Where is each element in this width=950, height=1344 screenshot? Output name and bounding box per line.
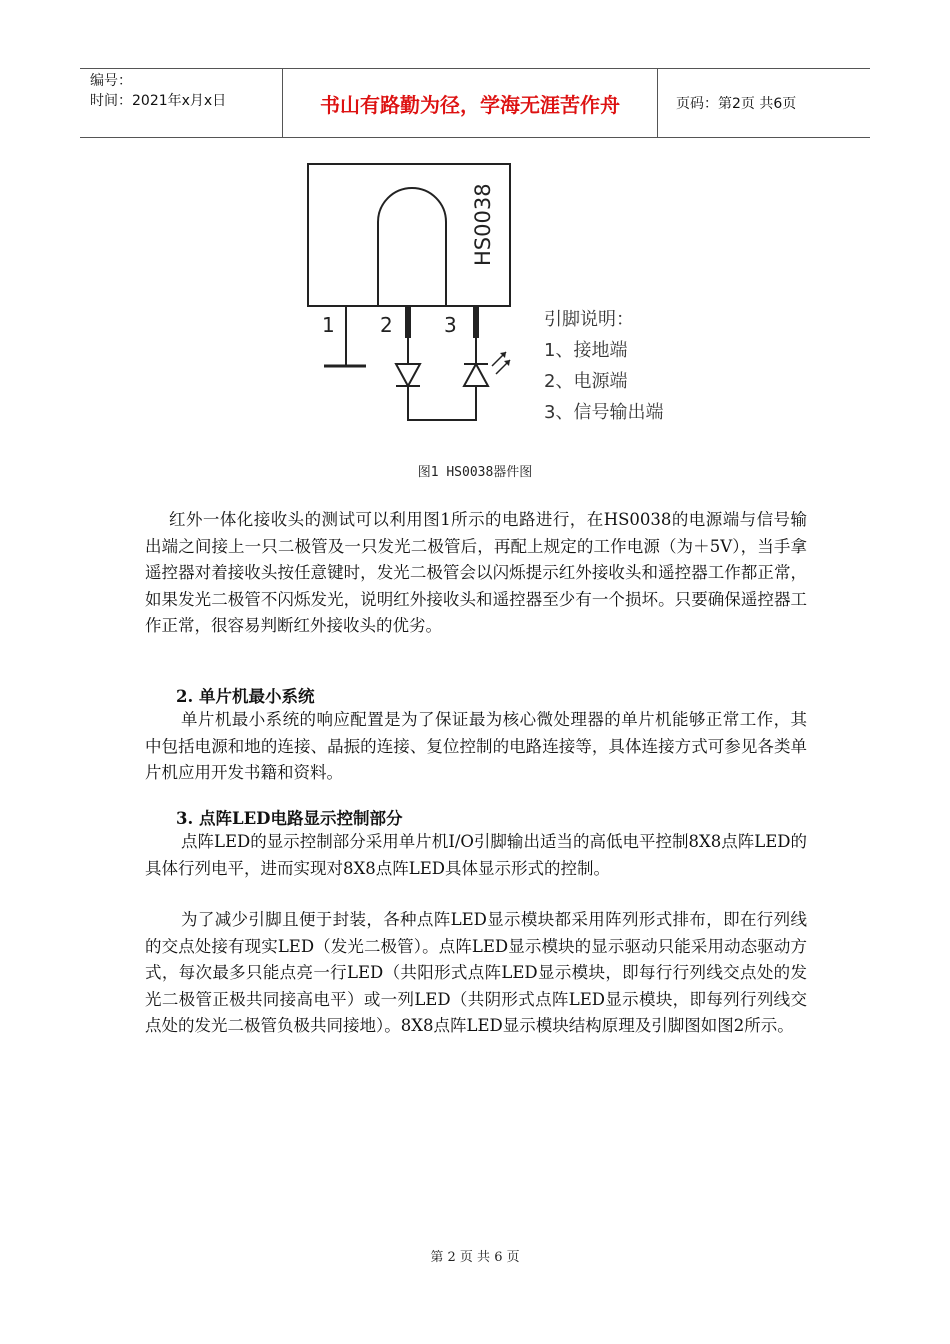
figure-caption: 图1 HS0038器件图 bbox=[417, 465, 533, 480]
legend-item-1: 1、接地端 bbox=[544, 340, 628, 361]
document-header bbox=[80, 68, 870, 138]
hs0038-diagram bbox=[300, 160, 710, 450]
page-footer: 第 2 页 共 6 页 bbox=[430, 1250, 520, 1265]
paragraph-min-system: 单片机最小系统的响应配置是为了保证最为核心微处理器的单片机能够正常工作，其中包括电源和地的连接、晶振的连接、复位控制的电路连接等，具体连接方式可参见各类单片机应用开发书籍和资料。 bbox=[145, 710, 807, 782]
heading-led-control: 3. 点阵LED电路显示控制部分 bbox=[176, 809, 403, 828]
paragraph-led-matrix: 为了减少引脚且便于封装，各种点阵LED显示模块都采用阵列形式排布，即在行列线的交点处接有现实LED（发光二极管）。点阵LED显示模块的显示驱动只能采用动态驱动方式，每次最多只能点亮一行LED（共阳形式点阵LED显示模块，即每行行列线交点处的发光二极管正极共同接高电平）或一列LED（共阴形式点阵LED显示模块，即每列行列线交点处的发光二极管负极共同接地）。8X8点阵LED显示模块结构原理及引脚图如图2所示。 bbox=[145, 910, 807, 1035]
paragraph-ir-receiver-test: 红外一体化接收头的测试可以利用图1所示的电路进行，在HS0038的电源端与信号输出端之间接上一只二极管及一只发光二极管后，再配上规定的工作电源（为＋5V），当手拿遥控器对着接收头按任意键时，发光二极管会以闪烁提示红外接收头和遥控器工作都正常，如果发光二极管不闪烁发光，说明红外接收头和遥控器至少有一个损坏。只要确保遥控器工作正常，很容易判断红外接收头的优劣。 bbox=[145, 510, 807, 635]
legend-item-2: 2、电源端 bbox=[544, 371, 628, 392]
device-label: HS0038 bbox=[471, 183, 495, 266]
page-info-text: 页码：第2页 共6页 bbox=[676, 96, 797, 112]
legend-title: 引脚说明： bbox=[544, 309, 634, 330]
header-page-info bbox=[666, 69, 870, 137]
pin-number-2: 2 bbox=[380, 313, 393, 337]
pin-number-3: 3 bbox=[444, 313, 457, 337]
header-motto: 书山有路勤为径，学海无涯苦作舟 bbox=[282, 69, 658, 137]
pin-number-1: 1 bbox=[322, 313, 335, 337]
number-label: 编号： bbox=[90, 73, 132, 89]
hs0038-figure bbox=[300, 160, 710, 450]
sensor-dome bbox=[378, 188, 446, 306]
led-symbol bbox=[464, 364, 488, 386]
header-info-cell bbox=[80, 69, 282, 137]
heading-min-system: 2. 单片机最小系统 bbox=[176, 687, 315, 706]
paragraph-led-control: 点阵LED的显示控制部分采用单片机I/O引脚输出适当的高低电平控制8X8点阵LED的具体行列电平，进而实现对8X8点阵LED具体显示形式的控制。 bbox=[145, 832, 807, 878]
time-label: 时间：2021年x月x日 bbox=[90, 93, 227, 109]
diode-symbol bbox=[396, 364, 420, 386]
legend-item-3: 3、信号输出端 bbox=[544, 402, 664, 423]
